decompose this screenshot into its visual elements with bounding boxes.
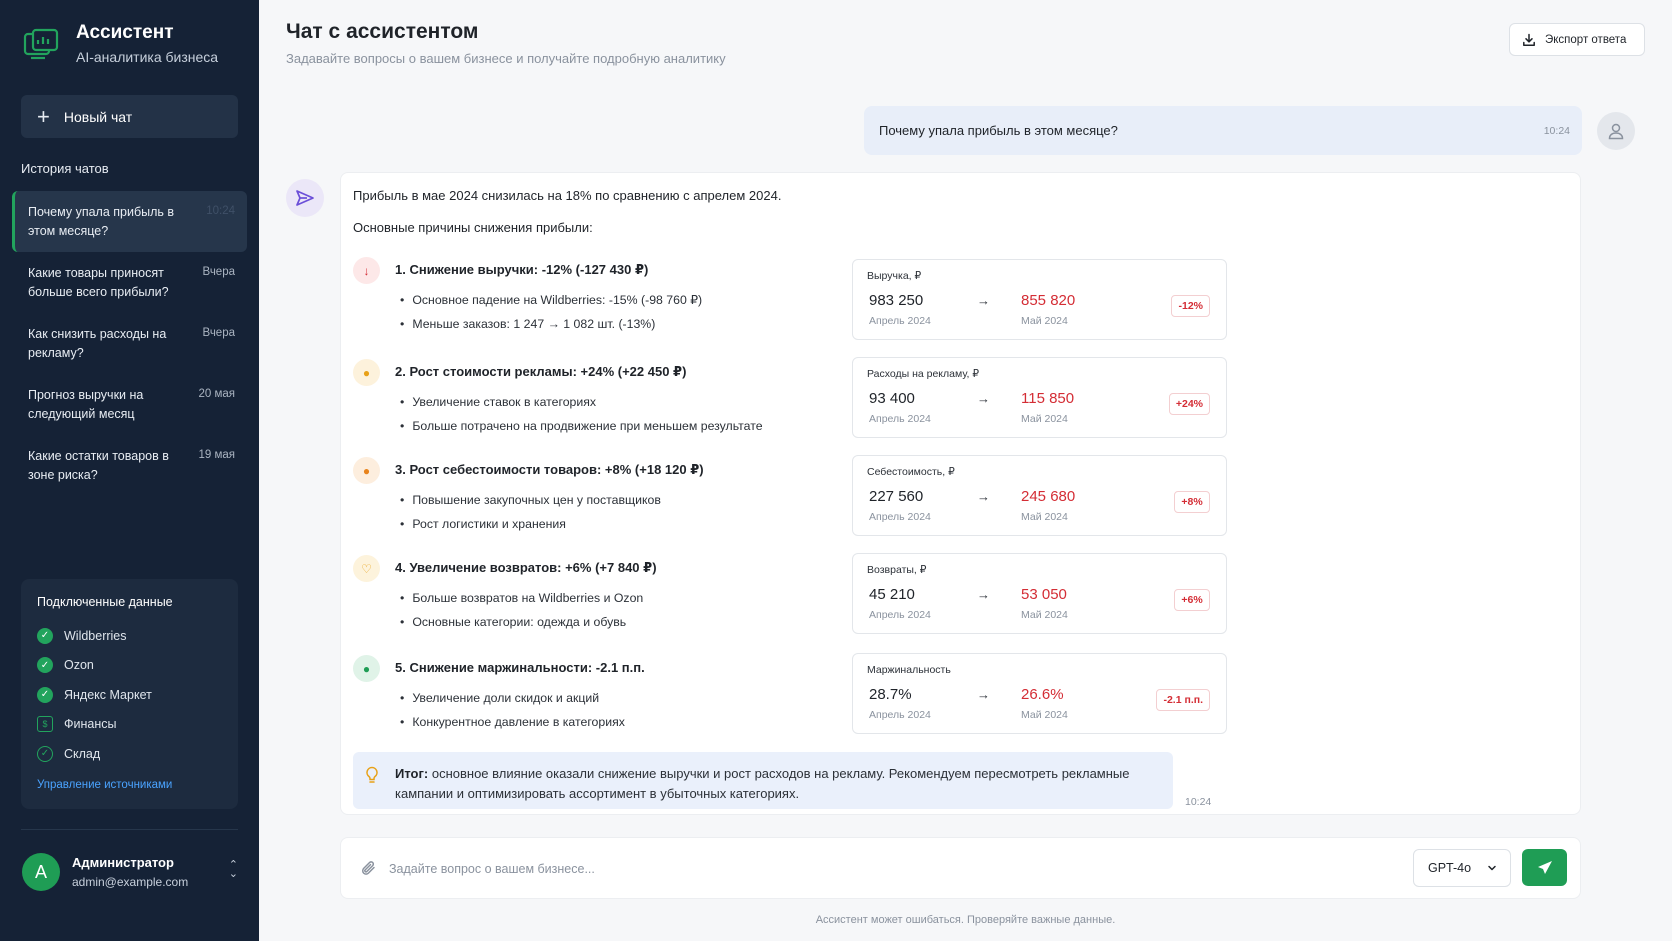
- reason-title: 3. Рост себестоимости товаров: +8% (+18 120 ₽): [395, 462, 704, 477]
- history-item-title: Прогноз выручки на следующий месяц: [28, 388, 144, 421]
- history-item-time: 20 мая: [198, 388, 235, 400]
- source-label: Финансы: [64, 717, 117, 732]
- lightbulb-icon: [365, 766, 379, 784]
- reason-bullets: [400, 288, 702, 336]
- reason-bullet: • Основные категории: одежда и обувь: [400, 610, 643, 634]
- metric-label: Себестоимость, ₽: [867, 466, 955, 478]
- metric-card: [852, 455, 1227, 536]
- model-select[interactable]: [1413, 849, 1511, 887]
- source-item-ozon[interactable]: [37, 651, 222, 681]
- metric-card: [852, 653, 1227, 734]
- chat-history-list: [12, 191, 247, 496]
- check-circle-icon: ✓: [37, 628, 53, 644]
- reason-bullet: • Меньше заказов: 1 247 → 1 082 шт. (-13%): [400, 312, 702, 336]
- export-answer-button[interactable]: [1509, 23, 1645, 56]
- metric-old-date: Апрель 2024: [869, 609, 931, 621]
- metric-delta-badge: +6%: [1174, 589, 1210, 611]
- model-select-value: GPT-4o: [1428, 861, 1472, 875]
- source-item-wildberries[interactable]: [37, 621, 222, 651]
- history-item[interactable]: [12, 191, 247, 252]
- source-label: Склад: [64, 746, 101, 761]
- page-subtitle: Задавайте вопросы о вашем бизнесе и получайте подробную аналитику: [286, 51, 726, 66]
- new-chat-button[interactable]: [21, 95, 238, 138]
- metric-delta-badge: +8%: [1174, 491, 1210, 513]
- metric-old-date: Апрель 2024: [869, 511, 931, 523]
- box-icon: ●: [353, 457, 380, 484]
- heart-icon: ♡: [353, 555, 380, 582]
- metric-card: [852, 553, 1227, 634]
- disclaimer: Ассистент может ошибаться. Проверяйте важные данные.: [815, 914, 1116, 926]
- metric-new-value: 115 850: [1021, 390, 1075, 407]
- user-email: admin@example.com: [72, 875, 189, 889]
- download-icon: [1522, 33, 1536, 47]
- summary-box: [353, 752, 1173, 809]
- page-title: Чат с ассистентом: [286, 20, 479, 43]
- metric-label: Возвраты, ₽: [867, 564, 927, 576]
- metric-delta-badge: +24%: [1169, 393, 1210, 415]
- send-button[interactable]: [1522, 849, 1567, 886]
- percent-tag-icon: ●: [353, 655, 380, 682]
- reason-bullets: [400, 390, 763, 438]
- history-item-time: 19 мая: [198, 449, 235, 461]
- metric-old-value: 28.7%: [869, 686, 912, 703]
- metric-delta-badge: -12%: [1171, 295, 1210, 317]
- reason-bullet: • Больше возвратов на Wildberries и Ozon: [400, 586, 643, 610]
- check-outline-icon: ✓: [37, 746, 53, 762]
- user-message-text: Почему упала прибыль в этом месяце?: [879, 123, 1118, 138]
- history-item-time: Вчера: [202, 327, 235, 339]
- source-label: Wildberries: [64, 628, 127, 643]
- message-composer: [340, 837, 1581, 899]
- coin-icon: ●: [353, 359, 380, 386]
- metric-delta-badge: -2.1 п.п.: [1156, 689, 1210, 711]
- metric-new-date: Май 2024: [1021, 315, 1068, 327]
- divider: [21, 829, 238, 830]
- brand: [22, 22, 218, 65]
- source-item-yandex-market[interactable]: [37, 680, 222, 710]
- assistant-message: [340, 172, 1581, 815]
- metric-label: Маржинальность: [867, 664, 951, 676]
- history-item-time: 10:24: [206, 205, 235, 217]
- reason-bullet: • Увеличение доли скидок и акций: [400, 686, 625, 710]
- send-icon: [1537, 860, 1553, 876]
- metric-old-value: 45 210: [869, 586, 915, 603]
- arrow-right-icon: →: [977, 293, 990, 308]
- arrow-right-icon: →: [977, 587, 990, 602]
- metric-card: [852, 357, 1227, 438]
- user-avatar-icon: [1597, 112, 1635, 150]
- reason-bullet: • Конкурентное давление в категориях: [400, 710, 625, 734]
- message-time: 10:24: [1185, 796, 1212, 808]
- reason-bullets: [400, 686, 625, 734]
- check-circle-icon: ✓: [37, 687, 53, 703]
- metric-old-value: 227 560: [869, 488, 924, 505]
- history-item-title: Какие товары приносят больше всего прибыли?: [28, 266, 169, 299]
- history-item[interactable]: [12, 374, 247, 435]
- metric-old-value: 93 400: [869, 390, 915, 407]
- assistant-avatar-icon: [286, 179, 324, 217]
- metric-old-date: Апрель 2024: [869, 413, 931, 425]
- arrow-right-icon: →: [977, 687, 990, 702]
- reason-bullet: • Увеличение ставок в категориях: [400, 390, 763, 414]
- metric-new-value: 53 050: [1021, 586, 1067, 603]
- history-item[interactable]: [12, 313, 247, 374]
- history-item-title: Почему упала прибыль в этом месяце?: [28, 205, 175, 238]
- user-profile[interactable]: [22, 853, 238, 891]
- reason-bullet: • Рост логистики и хранения: [400, 512, 661, 536]
- reason-bullet: • Основное падение на Wildberries: -15% (-98 760 ₽): [400, 288, 702, 312]
- metric-label: Выручка, ₽: [867, 270, 922, 282]
- metric-old-date: Апрель 2024: [869, 709, 931, 721]
- connected-data-title: Подключенные данные: [37, 595, 173, 609]
- reason-title: 4. Увеличение возвратов: +6% (+7 840 ₽): [395, 560, 657, 575]
- check-circle-icon: ✓: [37, 657, 53, 673]
- summary-label: Итог:: [395, 766, 429, 781]
- history-title: История чатов: [21, 161, 109, 176]
- metric-new-date: Май 2024: [1021, 709, 1068, 721]
- user-name: Администратор: [72, 855, 174, 870]
- app-logo-icon: [22, 26, 60, 64]
- finance-icon: $: [37, 716, 53, 732]
- metric-new-value: 26.6%: [1021, 686, 1064, 703]
- metric-new-date: Май 2024: [1021, 413, 1068, 425]
- history-item-title: Какие остатки товаров в зоне риска?: [28, 449, 169, 482]
- export-label: Экспорт ответа: [1545, 33, 1627, 46]
- metric-new-date: Май 2024: [1021, 511, 1068, 523]
- brand-subtitle: AI-аналитика бизнеса: [76, 49, 219, 65]
- summary-body: основное влияние оказали снижение выручки и рост расходов на рекламу. Рекомендуем пересмотреть рекламные кампании и оптимизировать ассортимент в убыточных категориях.: [395, 766, 1130, 801]
- arrow-right-icon: →: [977, 489, 990, 504]
- summary-text: [395, 764, 1155, 804]
- source-item-warehouse[interactable]: [37, 739, 222, 769]
- source-label: Яндекс Маркет: [64, 687, 152, 702]
- user-message: [864, 106, 1582, 155]
- new-chat-label: Новый чат: [63, 108, 133, 125]
- paperclip-icon[interactable]: [361, 860, 377, 877]
- metric-old-value: 983 250: [869, 292, 924, 309]
- reason-bullet: • Больше потрачено на продвижение при меньшем результате: [400, 414, 763, 438]
- metric-old-date: Апрель 2024: [869, 315, 931, 327]
- metric-new-value: 855 820: [1021, 292, 1076, 309]
- chevron-up-down-icon[interactable]: ⌃ ⌄: [228, 859, 238, 880]
- reason-title: 1. Снижение выручки: -12% (-127 430 ₽): [395, 262, 649, 277]
- message-time: 10:24: [1543, 125, 1570, 137]
- source-label: Ozon: [64, 658, 94, 673]
- avatar: А: [22, 853, 60, 891]
- message-input[interactable]: [389, 852, 1269, 886]
- assistant-intro: Прибыль в мае 2024 снизилась на 18% по сравнению с апрелем 2024.: [353, 188, 782, 203]
- metric-new-date: Май 2024: [1021, 609, 1068, 621]
- reasons-title: Основные причины снижения прибыли:: [353, 220, 593, 235]
- metric-card: [852, 259, 1227, 340]
- plus-icon: +: [37, 103, 50, 129]
- source-item-finance[interactable]: [37, 710, 222, 740]
- history-item[interactable]: [12, 435, 247, 496]
- history-item-time: Вчера: [202, 266, 235, 278]
- history-item-title: Как снизить расходы на рекламу?: [28, 327, 167, 360]
- reason-bullets: [400, 488, 661, 536]
- sidebar: [0, 0, 259, 941]
- chevron-down-icon: [1486, 862, 1498, 874]
- brand-title: Ассистент: [76, 22, 174, 43]
- arrow-right-icon: →: [977, 391, 990, 406]
- connected-data-panel: [21, 579, 238, 809]
- reason-bullet: • Повышение закупочных цен у поставщиков: [400, 488, 661, 512]
- manage-sources-link[interactable]: Управление источниками: [37, 778, 173, 791]
- reason-title: 5. Снижение маржинальности: -2.1 п.п.: [395, 660, 645, 675]
- arrow-down-icon: ↓: [353, 257, 380, 284]
- metric-new-value: 245 680: [1021, 488, 1076, 505]
- metric-label: Расходы на рекламу, ₽: [867, 368, 980, 380]
- reason-title: 2. Рост стоимости рекламы: +24% (+22 450 ₽): [395, 364, 687, 379]
- history-item[interactable]: [12, 252, 247, 313]
- reason-bullets: [400, 586, 643, 634]
